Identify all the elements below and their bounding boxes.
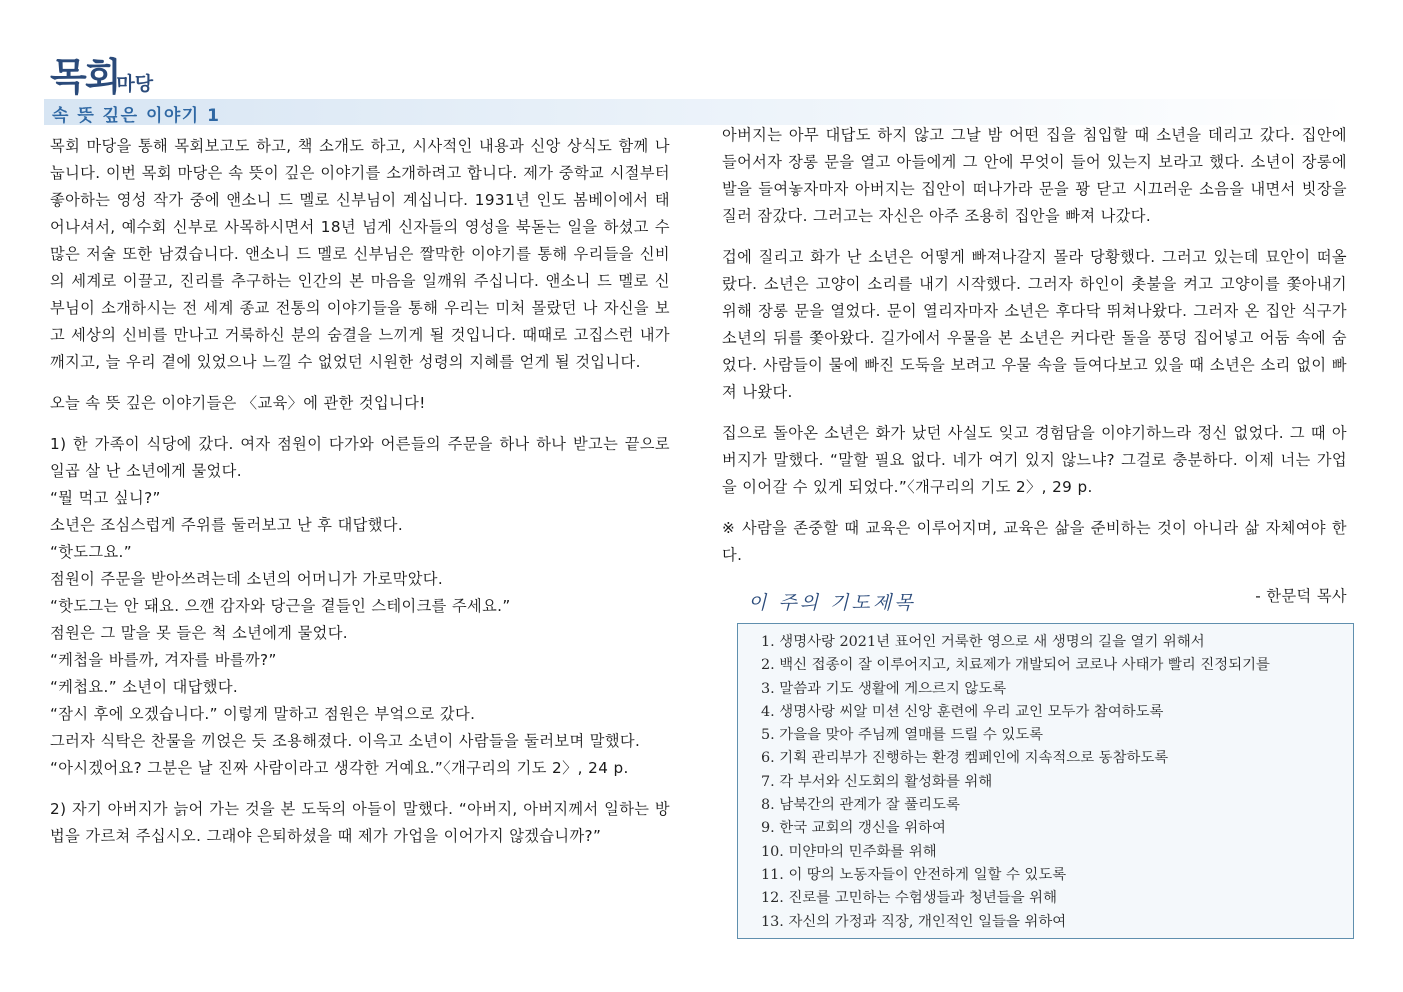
story-line: 소년은 조심스럽게 주위를 둘러보고 난 후 대답했다. bbox=[50, 516, 404, 534]
prayer-item: 11. 이 땅의 노동자들이 안전하게 일할 수 있도록 bbox=[761, 866, 1067, 883]
story-2-paragraph-1: 아버지는 아무 대답도 하지 않고 그날 밤 어떤 집을 침입할 때 소년을 데리고 갔다. 집안에 들어서자 장롱 문을 열고 아들에게 그 안에 무엇이 들어 있는지 보라고 했다. 소년이 장롱에 발을 들여놓자마자 아버지는 집안이 떠나가라 문을 꽝 닫고 시끄러운 소음을 내면서 빗장을 질러 잠갔다. 그러고는 자신은 아주 조용히 집안을 빠져 나갔다. bbox=[722, 126, 1347, 225]
story-2-start: 2) 자기 아버지가 늙어 가는 것을 본 도둑의 아들이 말했다. “아버지, 아버지께서 일하는 방법을 가르쳐 주십시오. 그래야 은퇴하셨을 때 제가 가업을 이어가지 않겠습니까?” bbox=[50, 800, 670, 845]
story-1 bbox=[50, 431, 670, 782]
theme-paragraph: 오늘 속 뜻 깊은 이야기들은 〈교육〉에 관한 것입니다! bbox=[50, 394, 426, 412]
prayer-item: 12. 진로를 고민하는 수험생들과 청년들을 위해 bbox=[761, 890, 1057, 907]
prayer-list bbox=[761, 631, 1353, 934]
closing-note: ※ 사람을 존중할 때 교육은 이루어지며, 교육은 삶을 준비하는 것이 아니라 삶 자체여야 한다. bbox=[722, 519, 1347, 564]
story-2-paragraph-3: 집으로 돌아온 소년은 화가 났던 사실도 잊고 경험담을 이야기하느라 정신 없었다. 그 때 아버지가 말했다. “말할 필요 없다. 네가 여기 있지 않느냐? 그걸로 충분하다. 이제 너는 가업을 이어갈 수 있게 되었다.”〈개구리의 기도 2〉, 29 p. bbox=[722, 424, 1347, 496]
left-column bbox=[50, 133, 670, 864]
signature: - 한문덕 목사 bbox=[1255, 587, 1347, 605]
prayer-item: 3. 말씀과 기도 생활에 게으르지 않도록 bbox=[761, 680, 1007, 697]
prayer-item: 4. 생명사랑 씨알 미션 신앙 훈련에 우리 교인 모두가 참여하도록 bbox=[761, 703, 1164, 720]
prayer-item: 10. 미얀마의 민주화를 위해 bbox=[761, 843, 937, 860]
right-column bbox=[722, 122, 1347, 610]
section-subtitle: 속 뜻 깊은 이야기 1 bbox=[52, 106, 221, 126]
story-line: “뭘 먹고 싶니?” bbox=[50, 489, 161, 507]
masthead-title-small: 마당 bbox=[116, 73, 154, 95]
prayer-item: 6. 기획 관리부가 진행하는 환경 켐페인에 지속적으로 동참하도록 bbox=[761, 750, 1169, 767]
prayer-item: 8. 남북간의 관계가 잘 풀리도록 bbox=[761, 797, 960, 814]
story-line: 점원이 주문을 받아쓰려는데 소년의 어머니가 가로막았다. bbox=[50, 570, 444, 588]
prayer-section-title: 이 주의 기도제목 bbox=[748, 592, 916, 614]
masthead-title-big: 목회 bbox=[50, 54, 120, 99]
prayer-item: 2. 백신 접종이 잘 이루어지고, 치료제가 개발되어 코로나 사태가 빨리 진정되기를 bbox=[761, 657, 1270, 674]
prayer-item: 9. 한국 교회의 갱신을 위하여 bbox=[761, 820, 946, 837]
story-line: “핫도그는 안 돼요. 으깬 감자와 당근을 곁들인 스테이크를 주세요.” bbox=[50, 597, 511, 615]
prayer-list-box bbox=[737, 623, 1354, 939]
story-line: “케첩요.” 소년이 대답했다. bbox=[50, 678, 239, 696]
story-line: 1) 한 가족이 식당에 갔다. 여자 점원이 다가와 어른들의 주문을 하나 하나 받고는 끝으로 일곱 살 난 소년에게 물었다. bbox=[50, 435, 670, 480]
prayer-item: 1. 생명사랑 2021년 표어인 거룩한 영으로 새 생명의 길을 열기 위해서 bbox=[761, 634, 1205, 650]
story-line: “핫도그요.” bbox=[50, 543, 133, 561]
story-line: “잠시 후에 오겠습니다.” 이렇게 말하고 점원은 부엌으로 갔다. bbox=[50, 705, 476, 723]
prayer-item: 13. 자신의 가정과 직장, 개인적인 일들을 위하여 bbox=[761, 913, 1067, 930]
prayer-item: 5. 가을을 맞아 주님께 열매를 드릴 수 있도록 bbox=[761, 727, 1044, 744]
prayer-item: 7. 각 부서와 신도회의 활성화를 위해 bbox=[761, 773, 993, 790]
story-line: 그러자 식탁은 찬물을 끼얹은 듯 조용해졌다. 이윽고 소년이 사람들을 둘러보며 말했다. bbox=[50, 732, 641, 750]
story-line: “아시겠어요? 그분은 날 진짜 사람이라고 생각한 거예요.”〈개구리의 기도 2〉, 24 p. bbox=[50, 759, 629, 777]
story-line: 점원은 그 말을 못 들은 척 소년에게 물었다. bbox=[50, 624, 349, 642]
story-2-paragraph-2: 겁에 질리고 화가 난 소년은 어떻게 빠져나갈지 몰라 당황했다. 그러고 있는데 묘안이 떠올랐다. 소년은 고양이 소리를 내기 시작했다. 그러자 하인이 촛불을 켜고 고양이를 쫓아내기 위해 장롱 문을 열었다. 문이 열리자마자 소년은 후다닥 뛰쳐나왔다. 그러자 온 집안 식구가 소년의 뒤를 쫓아왔다. 길가에서 우물을 본 소년은 커다란 돌을 풍덩 집어넣고 어둠 속에 숨었다. 사람들이 물에 빠진 도둑을 보려고 우물 속을 들여다보고 있을 때 소년은 소리 없이 빠져 나왔다. bbox=[722, 248, 1347, 401]
masthead bbox=[50, 46, 153, 101]
intro-paragraph: 목회 마당을 통해 목회보고도 하고, 책 소개도 하고, 시사적인 내용과 신앙 상식도 함께 나눕니다. 이번 목회 마당은 속 뜻이 깊은 이야기를 소개하려고 합니다. 제가 중학교 시절부터 좋아하는 영성 작가 중에 앤소니 드 멜로 신부님이 계십니다. 1931년 인도 봄베이에서 태어나셔서, 예수회 신부로 사목하시면서 18년 넘게 신자들의 영성을 북돋는 일을 하셨고 수많은 저술 또한 남겼습니다. 앤소니 드 멜로 신부님은 짤막한 이야기를 통해 우리들을 신비의 세계로 이끌고, 진리를 추구하는 인간의 본 마음을 일깨워 주십니다. 앤소니 드 멜로 신부님이 소개하시는 전 세계 종교 전통의 이야기들을 통해 우리는 미처 몰랐던 나 자신을 보고 세상의 신비를 만나고 거룩하신 분의 숨결을 느끼게 될 것입니다. 때때로 고집스런 내가 깨지고, 늘 우리 곁에 있었으나 느낄 수 없었던 시원한 성령의 지혜를 얻게 될 것입니다. bbox=[50, 137, 670, 371]
story-line: “케첩을 바를까, 겨자를 바를까?” bbox=[50, 651, 277, 669]
